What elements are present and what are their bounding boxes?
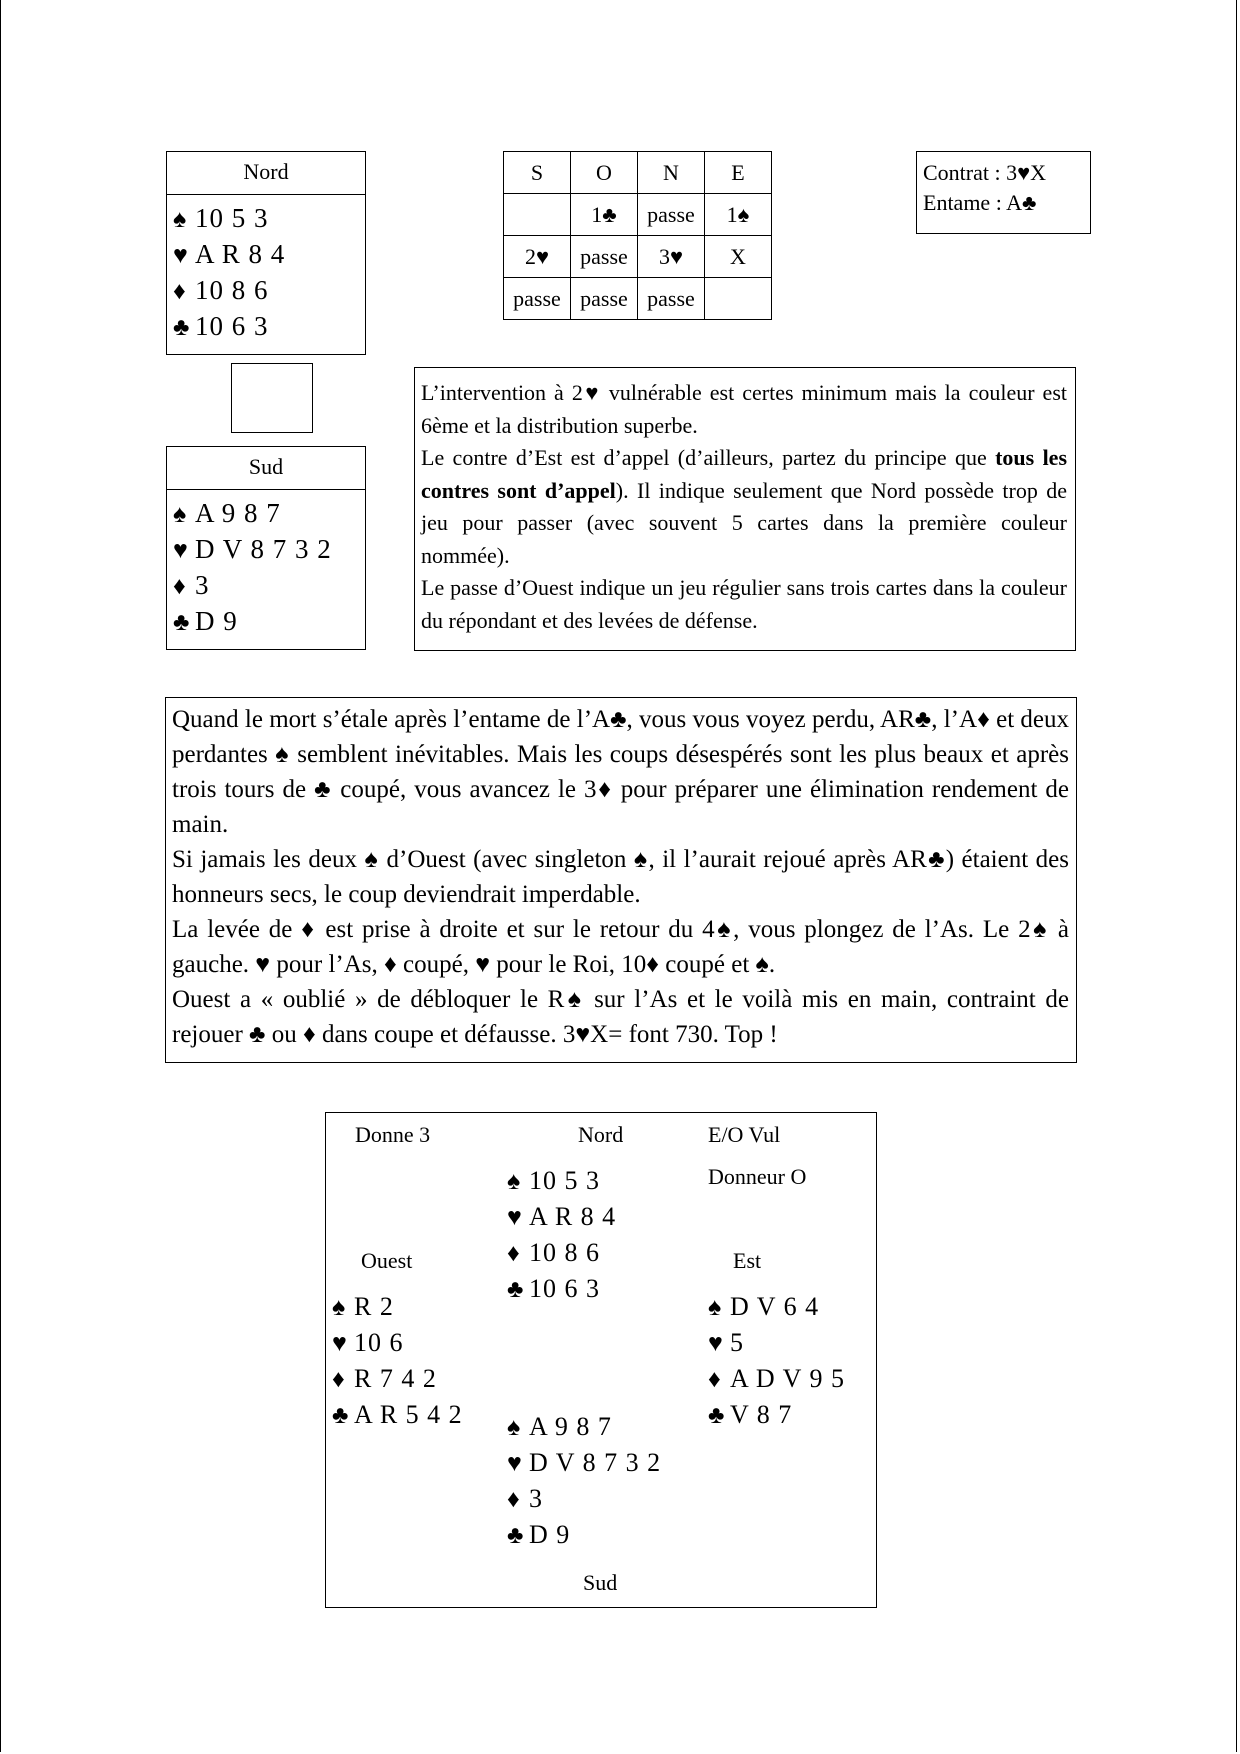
deal-south-spades — [507, 1409, 661, 1445]
heart-icon: ♥ — [708, 1330, 724, 1357]
bidding-row — [504, 278, 772, 320]
club-icon: ♣ — [708, 1402, 726, 1429]
deal-north-label: Nord — [578, 1122, 624, 1147]
bid-cell: 1♠ — [705, 194, 772, 236]
club-icon: ♣ — [173, 314, 191, 341]
deal-east-diamonds — [708, 1361, 845, 1397]
deal-west-label: Ouest — [361, 1248, 413, 1273]
north-spades — [173, 201, 365, 237]
cards: 10 6 — [354, 1328, 404, 1357]
cards: R 7 4 2 — [354, 1364, 437, 1393]
board-number: Donne 3 — [355, 1122, 431, 1147]
cards: 10 6 3 — [529, 1274, 600, 1303]
bid-cell: 1♣ — [571, 194, 638, 236]
deal-north-clubs — [507, 1271, 616, 1307]
table-square — [231, 363, 313, 433]
bid-cell — [705, 278, 772, 320]
contract-box — [916, 151, 1091, 234]
deal-east-spades — [708, 1289, 845, 1325]
deal-north-spades — [507, 1163, 616, 1199]
diamond-icon: ♦ — [708, 1366, 722, 1393]
north-hand-lines — [167, 195, 365, 345]
north-clubs — [173, 309, 365, 345]
diamond-icon: ♦ — [173, 573, 187, 600]
commentary-bold-text: tous les contres sont d’appel — [421, 445, 1068, 503]
deal-west-hand — [332, 1289, 463, 1433]
north-hearts — [173, 237, 365, 273]
spade-icon: ♠ — [332, 1294, 347, 1321]
north-hand-title: Nord — [167, 152, 365, 195]
deal-east-hearts — [708, 1325, 845, 1361]
bidding-row — [504, 236, 772, 278]
cards: A R 8 4 — [529, 1202, 617, 1231]
heart-icon: ♥ — [173, 242, 189, 269]
cards: A D V 9 5 — [730, 1364, 845, 1393]
deal-south-hand — [507, 1409, 661, 1553]
cards: D V 6 4 — [730, 1292, 820, 1321]
club-icon: ♣ — [173, 609, 191, 636]
south-hand-box — [166, 446, 366, 650]
commentary-paragraph — [421, 442, 1067, 572]
bid-cell: passe — [504, 278, 571, 320]
bid-cell: passe — [571, 236, 638, 278]
bidding-header-west: O — [571, 152, 638, 194]
club-icon: ♣ — [507, 1522, 525, 1549]
cards: 5 — [730, 1328, 744, 1357]
north-spades-cards: 10 5 3 — [195, 203, 269, 233]
bid-cell: 3♥ — [638, 236, 705, 278]
south-hearts — [173, 532, 365, 568]
analysis-paragraph: Quand le mort s’étale après l’entame de l’A♣, vous vous voyez perdu, AR♣, l’A♦ et deux perdantes ♠ semblent inévitables. Mais les coups désespérés sont les plus beaux et après trois tours de ♣ coupé, vous avancez le 3♦ pour préparer une élimination rendement de main. — [172, 706, 1069, 838]
bidding-header-south: S — [504, 152, 571, 194]
club-icon: ♣ — [507, 1276, 525, 1303]
bid-cell: passe — [638, 194, 705, 236]
analysis-paragraph: La levée de ♦ est prise à droite et sur le retour du 4♠, vous plongez de l’As. Le 2♠ à gauche. ♥ pour l’As, ♦ coupé, ♥ pour le Roi, 10♦ coupé et ♠. — [172, 916, 1069, 978]
vulnerability: E/O Vul — [708, 1122, 781, 1147]
bidding-row — [504, 194, 772, 236]
heart-icon: ♥ — [507, 1204, 523, 1231]
south-clubs-cards: D 9 — [195, 606, 238, 636]
dealer: Donneur O — [708, 1164, 807, 1189]
deal-north-hand — [507, 1163, 616, 1307]
cards: D 9 — [529, 1520, 571, 1549]
spade-icon: ♠ — [507, 1414, 522, 1441]
cards: A 9 8 7 — [529, 1412, 612, 1441]
deal-south-diamonds — [507, 1481, 661, 1517]
cards: A R 5 4 2 — [354, 1400, 463, 1429]
commentary-paragraph: L’intervention à 2♥ vulnérable est certes minimum mais la couleur est 6ème et la distribution superbe. — [421, 380, 1067, 438]
south-hand-title: Sud — [167, 447, 365, 490]
bid-cell: passe — [571, 278, 638, 320]
lead-line: Entame : A♣ — [923, 190, 1037, 215]
deal-west-hearts — [332, 1325, 463, 1361]
south-spades-cards: A 9 8 7 — [195, 498, 281, 528]
cards: V 8 7 — [730, 1400, 793, 1429]
deal-west-diamonds — [332, 1361, 463, 1397]
deal-west-spades — [332, 1289, 463, 1325]
south-diamonds — [173, 568, 365, 604]
deal-west-clubs — [332, 1397, 463, 1433]
bidding-table — [503, 151, 772, 320]
deal-north-diamonds — [507, 1235, 616, 1271]
bid-cell: 2♥ — [504, 236, 571, 278]
bidding-header-north: N — [638, 152, 705, 194]
bid-cell: passe — [638, 278, 705, 320]
commentary-text: Le contre d’Est est d’appel (d’ailleurs, partez du principe que — [421, 445, 996, 470]
play-analysis-box — [165, 697, 1077, 1063]
north-hand-box — [166, 151, 366, 355]
north-hearts-cards: A R 8 4 — [195, 239, 286, 269]
cards: D V 8 7 3 2 — [529, 1448, 662, 1477]
heart-icon: ♥ — [507, 1450, 523, 1477]
spade-icon: ♠ — [173, 501, 188, 528]
deal-south-clubs — [507, 1517, 661, 1553]
diamond-icon: ♦ — [507, 1486, 521, 1513]
deal-east-hand — [708, 1289, 845, 1433]
south-diamonds-cards: 3 — [195, 570, 210, 600]
deal-north-hearts — [507, 1199, 616, 1235]
bidding-header-east: E — [705, 152, 772, 194]
bid-cell — [504, 194, 571, 236]
cards: 3 — [529, 1484, 543, 1513]
north-diamonds-cards: 10 8 6 — [195, 275, 269, 305]
deal-east-clubs — [708, 1397, 845, 1433]
commentary-paragraph: Le passe d’Ouest indique un jeu régulier sans trois cartes dans la couleur du répondant et des levées de défense. — [421, 575, 1067, 633]
spade-icon: ♠ — [708, 1294, 723, 1321]
bid-cell: X — [705, 236, 772, 278]
commentary-text: ). Il indique seulement que Nord possède trop de jeu pour passer (avec souvent 5 cartes dans la première couleur nommée). — [421, 477, 1068, 568]
spade-icon: ♠ — [507, 1168, 522, 1195]
cards: 10 8 6 — [529, 1238, 600, 1267]
south-clubs — [173, 604, 365, 640]
diamond-icon: ♦ — [332, 1366, 346, 1393]
deal-south-hearts — [507, 1445, 661, 1481]
cards: 10 5 3 — [529, 1166, 600, 1195]
club-icon: ♣ — [332, 1402, 350, 1429]
heart-icon: ♥ — [173, 537, 189, 564]
bidding-commentary-box — [414, 367, 1076, 651]
deal-south-label: Sud — [583, 1570, 618, 1595]
cards: R 2 — [354, 1292, 394, 1321]
diamond-icon: ♦ — [173, 278, 187, 305]
heart-icon: ♥ — [332, 1330, 348, 1357]
bidding-header-row — [504, 152, 772, 194]
south-spades — [173, 496, 365, 532]
south-hearts-cards: D V 8 7 3 2 — [195, 534, 332, 564]
deal-east-label: Est — [733, 1248, 762, 1273]
analysis-paragraph: Ouest a « oublié » de débloquer le R♠ sur l’As et le voilà mis en main, contraint de rejouer ♣ ou ♦ dans coupe et défausse. 3♥X= font 730. Top ! — [172, 986, 1069, 1048]
deal-diagram — [325, 1112, 877, 1608]
spade-icon: ♠ — [173, 206, 188, 233]
diamond-icon: ♦ — [507, 1240, 521, 1267]
contract-line: Contrat : 3♥X — [923, 160, 1047, 185]
south-hand-lines — [167, 490, 365, 640]
analysis-paragraph: Si jamais les deux ♠ d’Ouest (avec singleton ♠, il l’aurait rejoué après AR♣) étaient des honneurs secs, le coup deviendrait imperdable. — [172, 846, 1069, 908]
north-diamonds — [173, 273, 365, 309]
north-clubs-cards: 10 6 3 — [195, 311, 269, 341]
